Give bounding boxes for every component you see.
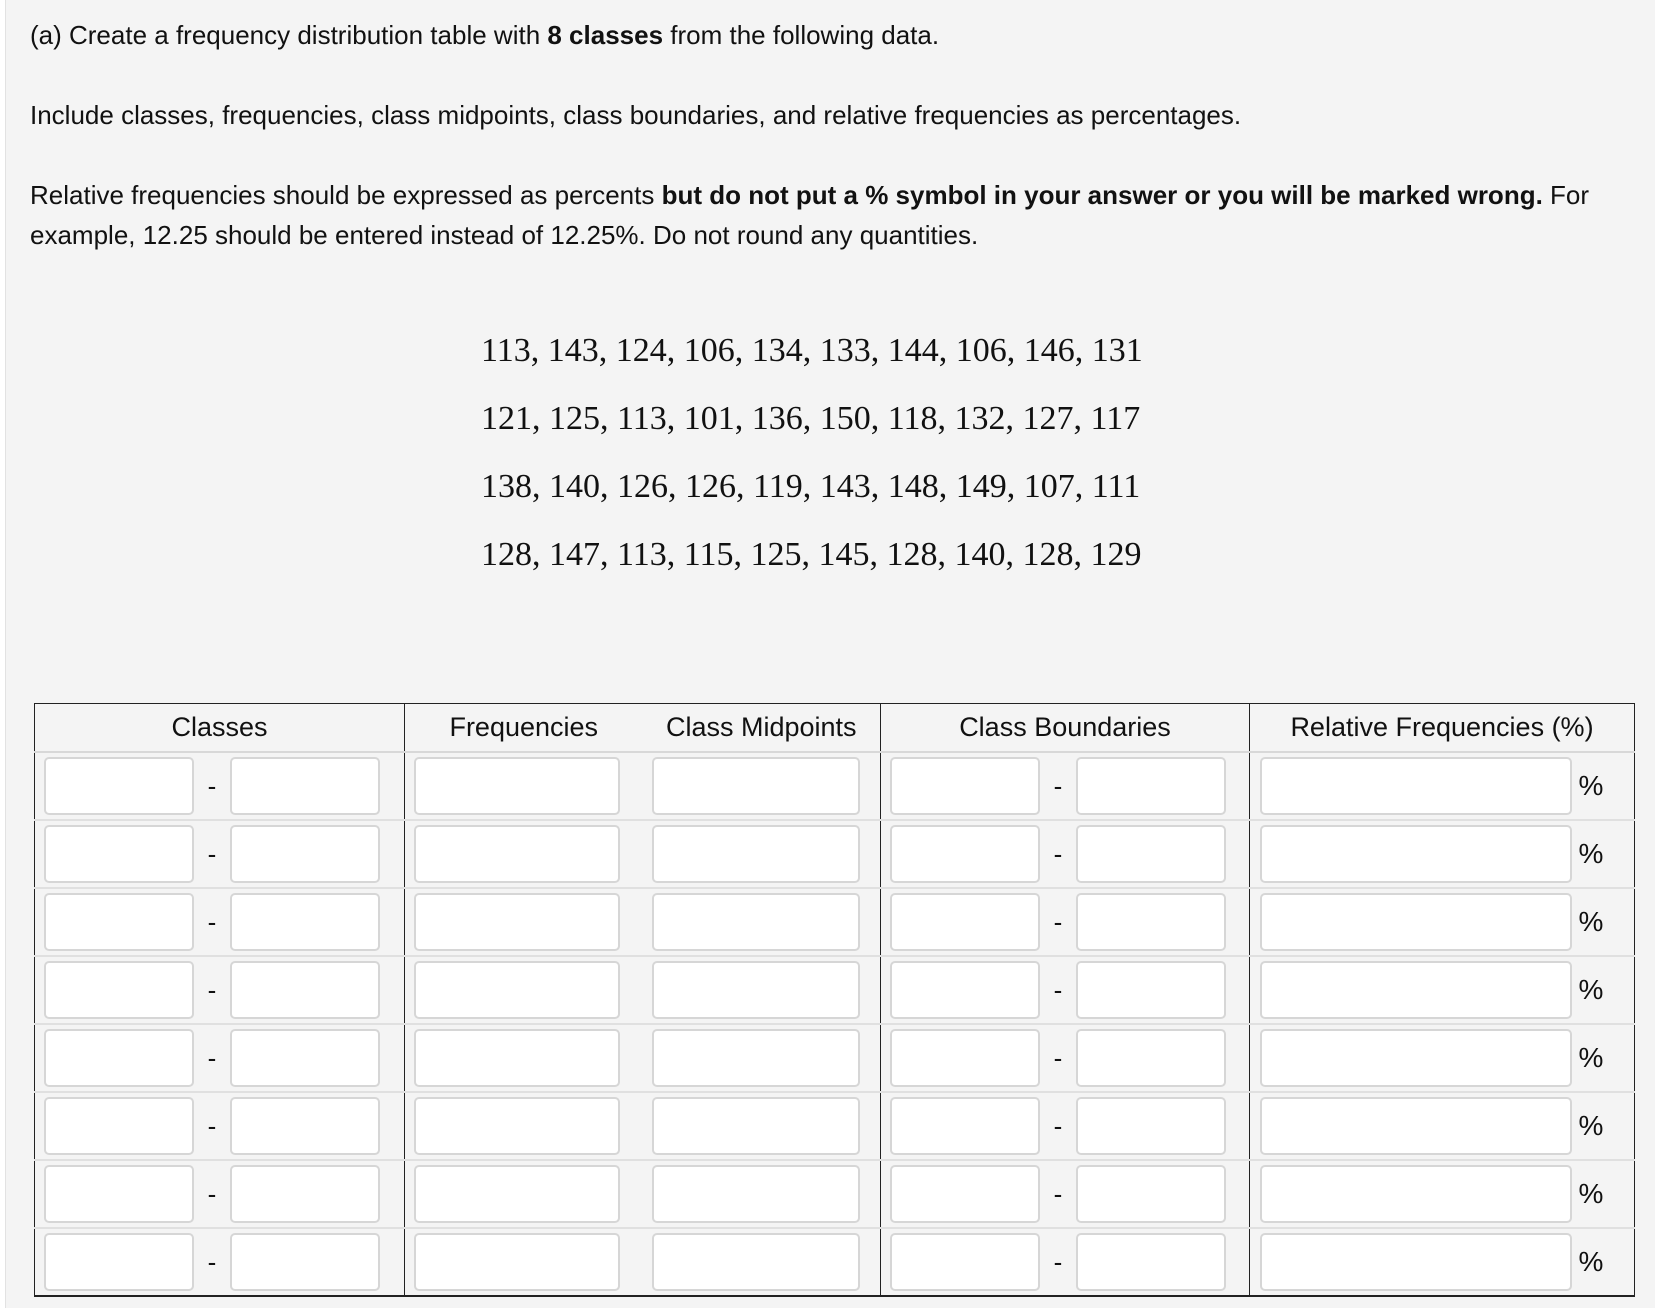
classes-cell [35,1160,405,1228]
table-row [35,820,1635,888]
percent-label: % [1578,1178,1604,1209]
dash-label: - [207,1246,217,1277]
frequency-cell [405,752,643,820]
relative-frequency-cell [1250,956,1635,1024]
class-upper-input[interactable] [230,1165,380,1223]
midpoint-cell [643,888,881,956]
boundary-lower-input[interactable] [890,1029,1040,1087]
boundary-upper-input[interactable] [1076,825,1226,883]
data-row: 138, 140, 126, 126, 119, 143, 148, 149, 107, 111 [481,468,1141,505]
relative-frequency-cell [1250,1160,1635,1228]
relative-frequency-input[interactable] [1260,1233,1572,1291]
midpoint-cell [643,1228,881,1296]
classes-cell [35,752,405,820]
boundary-lower-input[interactable] [890,1233,1040,1291]
table-row [35,1024,1635,1092]
frequency-input[interactable] [414,1165,620,1223]
relative-frequency-input[interactable] [1260,893,1572,951]
boundary-lower-input[interactable] [890,893,1040,951]
header-class-boundaries: Class Boundaries [881,704,1250,753]
relative-frequency-input[interactable] [1260,961,1572,1019]
question-line-1: (a) Create a frequency distribution table with 8 classes from the following data. [30,20,940,50]
boundary-upper-input[interactable] [1076,961,1226,1019]
percent-label: % [1578,1042,1604,1073]
relative-frequency-cell [1250,1092,1635,1160]
table-row [35,752,1635,820]
midpoint-input[interactable] [652,1233,860,1291]
classes-cell [35,1228,405,1296]
class-upper-input[interactable] [230,1097,380,1155]
midpoint-cell [643,752,881,820]
midpoint-cell [643,820,881,888]
dash-label: - [1053,906,1063,937]
dash-label: - [207,906,217,937]
boundaries-cell [881,1228,1250,1296]
table-row [35,888,1635,956]
boundary-upper-input[interactable] [1076,1097,1226,1155]
midpoint-input[interactable] [652,757,860,815]
dash-label: - [1053,1042,1063,1073]
class-upper-input[interactable] [230,961,380,1019]
relative-frequency-input[interactable] [1260,757,1572,815]
table-row [35,1228,1635,1296]
dash-label: - [207,1178,217,1209]
class-upper-input[interactable] [230,1233,380,1291]
boundary-lower-input[interactable] [890,961,1040,1019]
midpoint-input[interactable] [652,1165,860,1223]
relative-frequency-input[interactable] [1260,825,1572,883]
dash-label: - [1053,1246,1063,1277]
boundary-upper-input[interactable] [1076,893,1226,951]
percent-label: % [1578,1246,1604,1277]
frequency-cell [405,1228,643,1296]
header-classes: Classes [35,704,405,753]
boundaries-cell [881,1092,1250,1160]
header-class-midpoints: Class Midpoints [643,704,881,753]
midpoint-cell [643,956,881,1024]
class-lower-input[interactable] [44,1233,194,1291]
data-row: 121, 125, 113, 101, 136, 150, 118, 132, 127, 117 [481,400,1141,437]
frequency-table [34,703,1635,1297]
class-lower-input[interactable] [44,961,194,1019]
class-lower-input[interactable] [44,825,194,883]
percent-label: % [1578,770,1604,801]
frequency-cell [405,956,643,1024]
classes-cell [35,956,405,1024]
dash-label: - [207,974,217,1005]
boundaries-cell [881,752,1250,820]
relative-frequency-input[interactable] [1260,1029,1572,1087]
frequency-cell [405,1024,643,1092]
relative-frequency-cell [1250,1228,1635,1296]
relative-frequency-cell [1250,752,1635,820]
relative-frequency-input[interactable] [1260,1097,1572,1155]
boundary-lower-input[interactable] [890,825,1040,883]
class-lower-input[interactable] [44,893,194,951]
frequency-cell [405,1160,643,1228]
boundaries-cell [881,956,1250,1024]
midpoint-input[interactable] [652,1097,860,1155]
question-line-2: Include classes, frequencies, class midpoints, class boundaries, and relative frequencies as percentages. [30,100,1242,130]
frequency-input[interactable] [414,893,620,951]
midpoint-input[interactable] [652,1029,860,1087]
dash-label: - [1053,838,1063,869]
boundary-upper-input[interactable] [1076,757,1226,815]
frequency-input[interactable] [414,961,620,1019]
frequency-input[interactable] [414,1029,620,1087]
class-lower-input[interactable] [44,1097,194,1155]
midpoint-cell [643,1092,881,1160]
midpoint-cell [643,1160,881,1228]
frequency-cell [405,888,643,956]
classes-cell [35,888,405,956]
table-row [35,1092,1635,1160]
dash-label: - [1053,770,1063,801]
class-upper-input[interactable] [230,893,380,951]
frequency-cell [405,820,643,888]
dash-label: - [207,1042,217,1073]
boundary-lower-input[interactable] [890,1165,1040,1223]
header-relative-frequencies: Relative Frequencies (%) [1250,704,1635,753]
dash-label: - [1053,974,1063,1005]
classes-cell [35,1092,405,1160]
percent-label: % [1578,974,1604,1005]
frequency-input[interactable] [414,825,620,883]
boundary-upper-input[interactable] [1076,1029,1226,1087]
table-row [35,956,1635,1024]
dash-label: - [207,770,217,801]
midpoint-input[interactable] [652,825,860,883]
boundary-lower-input[interactable] [890,1097,1040,1155]
classes-cell [35,1024,405,1092]
relative-frequency-cell [1250,820,1635,888]
boundaries-cell [881,888,1250,956]
relative-frequency-cell [1250,888,1635,956]
relative-frequency-input[interactable] [1260,1165,1572,1223]
boundary-lower-input[interactable] [890,757,1040,815]
header-frequencies: Frequencies [405,704,643,753]
data-row: 113, 143, 124, 106, 134, 133, 144, 106, 146, 131 [481,332,1143,369]
frequency-input[interactable] [414,1097,620,1155]
boundary-upper-input[interactable] [1076,1233,1226,1291]
boundaries-cell [881,820,1250,888]
class-upper-input[interactable] [230,825,380,883]
percent-label: % [1578,838,1604,869]
percent-label: % [1578,1110,1604,1141]
class-upper-input[interactable] [230,757,380,815]
frequency-input[interactable] [414,1233,620,1291]
dash-label: - [207,838,217,869]
frequency-cell [405,1092,643,1160]
boundary-upper-input[interactable] [1076,1165,1226,1223]
class-upper-input[interactable] [230,1029,380,1087]
boundaries-cell [881,1160,1250,1228]
midpoint-input[interactable] [652,961,860,1019]
relative-frequency-cell [1250,1024,1635,1092]
frequency-input[interactable] [414,757,620,815]
data-row: 128, 147, 113, 115, 125, 145, 128, 140, 128, 129 [481,536,1142,573]
midpoint-cell [643,1024,881,1092]
percent-label: % [1578,906,1604,937]
class-lower-input[interactable] [44,1029,194,1087]
boundaries-cell [881,1024,1250,1092]
table-row [35,1160,1635,1228]
question-line-3: Relative frequencies should be expressed as percents but do not put a % symbol in your answer or you will be marked wrong. For example, 12.25 should be entered instead of 12.25%. Do not round any quantities. [30,180,1590,250]
classes-cell [35,820,405,888]
dash-label: - [1053,1110,1063,1141]
class-lower-input[interactable] [44,1165,194,1223]
dash-label: - [1053,1178,1063,1209]
midpoint-input[interactable] [652,893,860,951]
dash-label: - [207,1110,217,1141]
data-values [481,317,1143,589]
class-lower-input[interactable] [44,757,194,815]
